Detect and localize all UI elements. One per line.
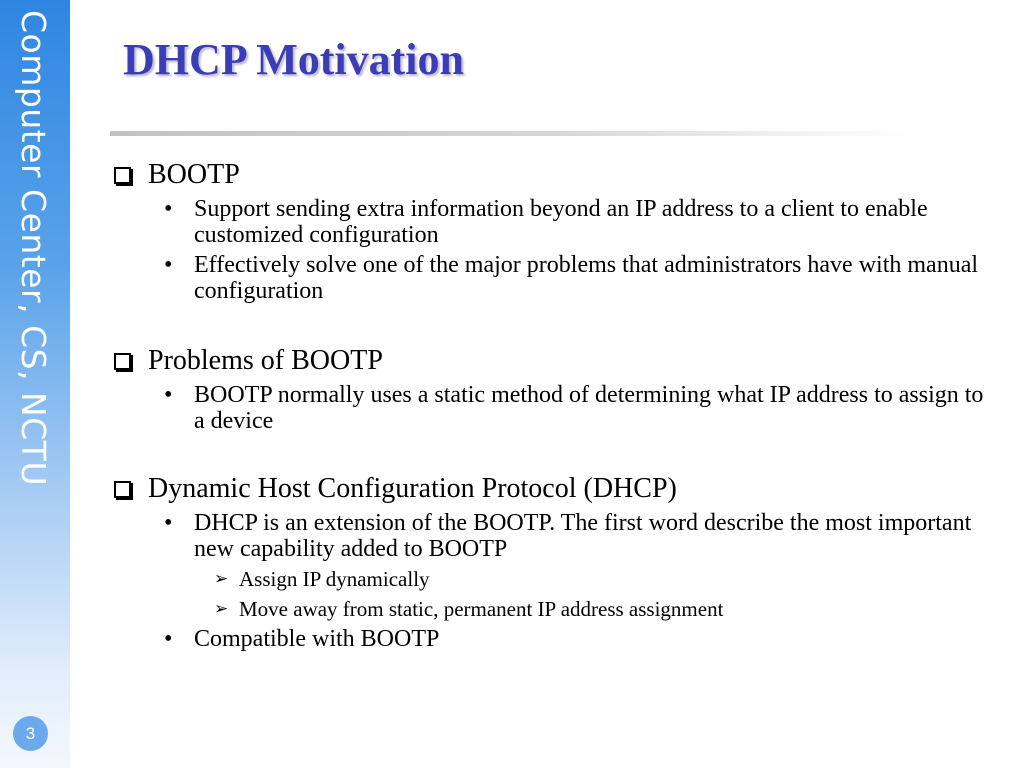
list-item-text: DHCP is an extension of the BOOTP. The first word describe the most important new capability added to BOOTP [194,510,972,562]
section-heading-text: Problems of BOOTP [148,345,383,376]
arrow-bullet-icon: ➢ [214,599,229,618]
list-item-text: Support sending extra information beyond an IP address to a client to enable customized configuration [194,196,928,248]
bullet-dot-icon: • [164,510,173,536]
title-divider [110,131,910,136]
slide-title: DHCP Motivation [123,35,464,84]
section-heading [112,158,992,192]
list-item [112,196,992,248]
list-item-text: Effectively solve one of the major problems that administrators have with manual configuration [194,252,979,304]
slide-content [112,158,992,652]
bullet-dot-icon: • [164,196,173,222]
sub-list-item [112,596,992,622]
sub-list-item-text: Assign IP dynamically [239,567,430,591]
section-bootp [112,158,992,304]
list-item [112,252,992,304]
sub-list-item [112,566,992,592]
list-item [112,382,992,434]
sub-list-item-text: Move away from static, permanent IP address assignment [239,597,724,621]
checkbox-bullet-icon [114,353,131,370]
list-item [112,626,992,652]
section-heading-text: Dynamic Host Configuration Protocol (DHCP) [148,473,677,504]
section-heading [112,472,992,506]
section-problems-of-bootp [112,344,992,434]
section-heading [112,344,992,378]
list-item-text: BOOTP normally uses a static method of determining what IP address to assign to a device [194,382,984,434]
bullet-dot-icon: • [164,382,173,408]
arrow-bullet-icon: ➢ [214,569,229,588]
list-item [112,510,992,562]
bullet-dot-icon: • [164,626,173,652]
checkbox-bullet-icon [114,481,131,498]
list-item-text: Compatible with BOOTP [194,626,440,652]
section-heading-text: BOOTP [148,159,240,190]
checkbox-bullet-icon [114,167,131,184]
section-dhcp [112,472,992,652]
page-number-badge: 3 [13,716,48,751]
sidebar-label: Computer Center, CS, NCTU [14,10,53,487]
sidebar-band [0,0,70,768]
bullet-dot-icon: • [164,252,173,278]
